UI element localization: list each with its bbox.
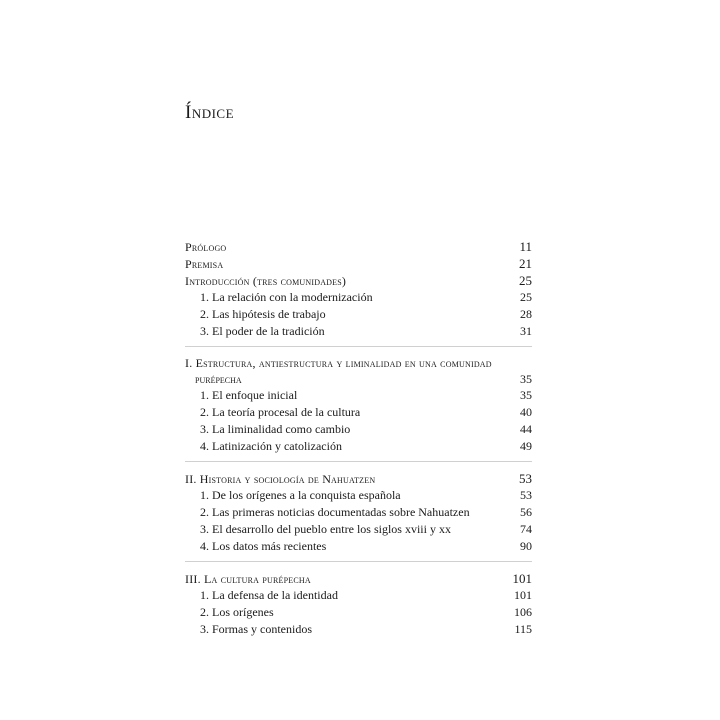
toc-entry-label: 2. Los orígenes [200,605,274,619]
toc-chapter-3 [185,570,532,587]
toc-entry-label: 2. La teoría procesal de la cultura [200,405,361,419]
toc-entry-page: 35 [520,372,532,386]
toc-entry-label: 1. La relación con la modernización [200,290,373,304]
toc-subentry [185,421,532,438]
toc-entry-label: 2. Las primeras noticias documentadas sobre Nahuatzen [200,505,470,519]
toc-entry-label: Introducción (tres comunidades) [185,274,347,288]
toc-subentry [185,621,532,638]
toc-entry-label: Premisa [185,257,224,271]
toc-entry-page: 53 [520,488,532,502]
section-divider [185,561,532,570]
toc-subentry [185,323,532,340]
toc-entry-label: 3. Formas y contenidos [200,622,312,636]
toc-subentry [185,587,532,604]
toc-subentry [185,538,532,555]
toc-entry-introduccion [185,272,532,289]
table-of-contents [185,238,532,638]
toc-entry-label: 4. Latinización y catolización [200,439,342,453]
toc-subentry [185,487,532,504]
toc-entry-page: 31 [520,324,532,338]
toc-entry-page: 25 [520,290,532,304]
toc-entry-label: 4. Los datos más recientes [200,539,327,553]
section-divider [185,461,532,470]
toc-entry-page: 101 [514,588,532,602]
toc-entry-page: 11 [519,239,532,254]
toc-subentry [185,289,532,306]
toc-entry-page: 115 [514,622,532,636]
toc-chapter-label-continued: purépecha [195,374,242,386]
toc-entry-label: 3. La liminalidad como cambio [200,422,351,436]
toc-entry-label: 3. El poder de la tradición [200,324,325,338]
toc-subentry [185,438,532,455]
toc-chapter-1 [185,355,532,372]
toc-chapter-label: I. Estructura, antiestructura y liminalidad en una comunidad [185,356,492,370]
section-divider [185,346,532,355]
toc-entry-prologo [185,238,532,255]
toc-entry-page: 56 [520,505,532,519]
toc-entry-page: 106 [514,605,532,619]
toc-entry-page: 25 [519,273,532,288]
toc-entry-page: 28 [520,307,532,321]
toc-subentry [185,404,532,421]
toc-entry-page: 35 [520,388,532,402]
toc-entry-page: 74 [520,522,532,536]
toc-subentry [185,387,532,404]
toc-chapter-1-continued [185,372,532,387]
toc-entry-label: 2. Las hipótesis de trabajo [200,307,326,321]
toc-entry-label: 1. La defensa de la identidad [200,588,338,602]
toc-entry-label: 1. El enfoque inicial [200,388,298,402]
toc-entry-page: 101 [512,571,532,586]
toc-entry-page: 49 [520,439,532,453]
toc-entry-label: 3. El desarrollo del pueblo entre los siglos xviii y xx [200,522,451,536]
toc-subentry [185,306,532,323]
toc-entry-page: 90 [520,539,532,553]
toc-chapter-label: II. Historia y sociología de Nahuatzen [185,472,376,486]
toc-chapter-label: III. La cultura purépecha [185,572,311,586]
toc-entry-label: 1. De los orígenes a la conquista española [200,488,401,502]
toc-entry-page: 40 [520,405,532,419]
toc-entry-page: 53 [519,471,532,486]
toc-subentry [185,604,532,621]
toc-subentry [185,504,532,521]
toc-subentry [185,521,532,538]
page-title: Índice [185,102,235,123]
toc-entry-premisa [185,255,532,272]
toc-entry-page: 21 [519,256,532,271]
toc-entry-label: Prólogo [185,240,227,254]
toc-entry-page: 44 [520,422,532,436]
toc-chapter-2 [185,470,532,487]
